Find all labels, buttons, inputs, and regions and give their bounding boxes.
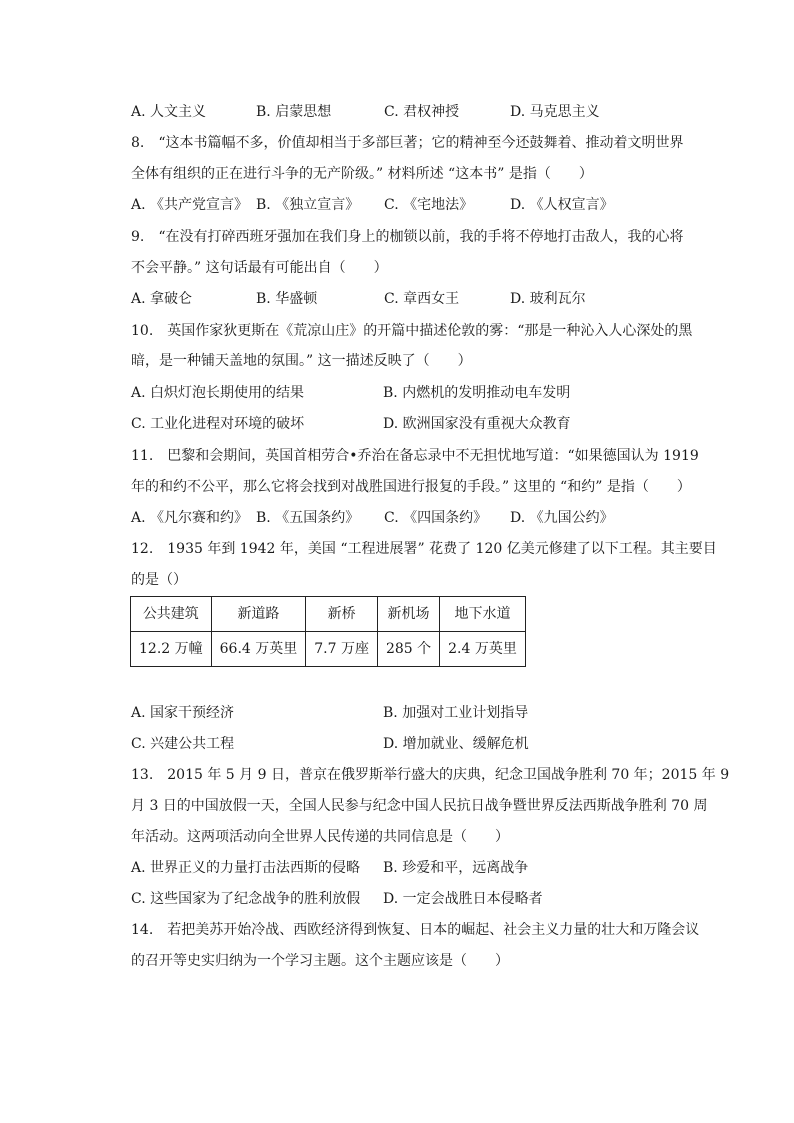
q10-stem-line-1: 10. 英国作家狄更斯在《荒凉山庄》的开篇中描述伦敦的雾：“那是一种沁入人心深处的黑: [131, 323, 693, 339]
table-header-cell: 地下水道: [440, 597, 526, 632]
q9-option-b: B. 华盛顿: [256, 291, 318, 307]
q9-stem-line-2: 不会平静。” 这句话最有可能出自（ ）: [131, 260, 388, 276]
q7-option-b: B. 启蒙思想: [256, 104, 332, 120]
q11-option-b: B. 《五国条约》: [256, 510, 360, 526]
q8-stem-line-1: 8. “这本书篇幅不多，价值却相当于多部巨著；它的精神至今还鼓舞着、推动着文明世界: [131, 135, 684, 151]
table-cell: 2.4 万英里: [440, 632, 526, 667]
q14-stem-line-2: 的召开等史实归纳为一个学习主题。这个主题应该是（ ）: [131, 953, 509, 969]
q9-stem-line-1: 9. “在没有打碎西班牙强加在我们身上的枷锁以前，我的手将不停地打击敌人，我的心将: [131, 229, 684, 245]
table-header-cell: 新道路: [211, 597, 306, 632]
q13-option-c: C. 这些国家为了纪念战争的胜利放假: [131, 891, 361, 907]
q13-stem-line-3: 年活动。这两项活动向全世界人民传递的共同信息是（ ）: [131, 829, 509, 845]
q12-data-table: [130, 596, 526, 667]
q11-option-a: A. 《凡尔赛和约》: [131, 510, 249, 526]
q12-stem-line-1: 12. 1935 年到 1942 年，美国 “工程进展署” 花费了 120 亿美元修建了以下工程。其主要目: [131, 541, 717, 557]
table-header-cell: 新桥: [306, 597, 378, 632]
q13-stem-line-1: 13. 2015 年 5 月 9 日，普京在俄罗斯举行盛大的庆典，纪念卫国战争胜利 70 年；2015 年 9: [131, 767, 730, 783]
q9-option-a: A. 拿破仑: [131, 291, 193, 307]
table-header-cell: 新机场: [377, 597, 439, 632]
q8-option-d: D. 《人权宣言》: [510, 197, 614, 213]
q9-option-c: C. 章西女王: [384, 291, 460, 307]
q12-option-d: D. 增加就业、缓解危机: [383, 736, 529, 752]
q14-stem-line-1: 14. 若把美苏开始冷战、西欧经济得到恢复、日本的崛起、社会主义力量的壮大和万隆会议: [131, 922, 700, 938]
q12-option-b: B. 加强对工业计划指导: [383, 705, 529, 721]
q8-option-b: B. 《独立宣言》: [256, 197, 360, 213]
table-header-cell: 公共建筑: [131, 597, 212, 632]
table-cell: 66.4 万英里: [211, 632, 306, 667]
q13-stem-line-2: 月 3 日的中国放假一天，全国人民参与纪念中国人民抗日战争暨世界反法西斯战争胜利 70 周: [131, 798, 708, 814]
q7-option-c: C. 君权神授: [384, 104, 460, 120]
q11-option-c: C. 《四国条约》: [384, 510, 488, 526]
q10-option-a: A. 白炽灯泡长期使用的结果: [131, 385, 305, 401]
table-header-row: [131, 597, 526, 632]
q13-option-d: D. 一定会战胜日本侵略者: [383, 891, 543, 907]
q11-stem-line-2: 年的和约不公平，那么它将会找到对战胜国进行报复的手段。” 这里的 “和约” 是指（ ）: [131, 479, 691, 495]
q12-option-c: C. 兴建公共工程: [131, 736, 235, 752]
q7-option-a: A. 人文主义: [131, 104, 207, 120]
q12-stem-line-2: 的是（）: [131, 572, 187, 588]
q8-stem-line-2: 全体有组织的正在进行斗争的无产阶级。” 材料所述 “这本书” 是指（ ）: [131, 166, 593, 182]
q13-option-b: B. 珍爱和平，远离战争: [383, 860, 529, 876]
q9-option-d: D. 玻利瓦尔: [510, 291, 586, 307]
table-cell: 7.7 万座: [306, 632, 378, 667]
q10-stem-line-2: 暗，是一种铺天盖地的氛围。” 这一描述反映了（ ）: [131, 353, 472, 369]
table-row: [131, 632, 526, 667]
q11-stem-line-1: 11. 巴黎和会期间，英国首相劳合•乔治在备忘录中不无担忧地写道：“如果德国认为 1919: [131, 448, 699, 464]
q10-option-d: D. 欧洲国家没有重视大众教育: [383, 416, 571, 432]
q12-option-a: A. 国家干预经济: [131, 705, 235, 721]
q7-option-d: D. 马克思主义: [510, 104, 600, 120]
q8-option-a: A. 《共产党宣言》: [131, 197, 249, 213]
q10-option-b: B. 内燃机的发明推动电车发明: [383, 385, 571, 401]
table-cell: 12.2 万幢: [131, 632, 212, 667]
table-cell: 285 个: [377, 632, 439, 667]
q10-option-c: C. 工业化进程对环境的破坏: [131, 416, 305, 432]
q11-option-d: D. 《九国公约》: [510, 510, 614, 526]
q8-option-c: C. 《宅地法》: [384, 197, 474, 213]
q13-option-a: A. 世界正义的力量打击法西斯的侵略: [131, 860, 361, 876]
